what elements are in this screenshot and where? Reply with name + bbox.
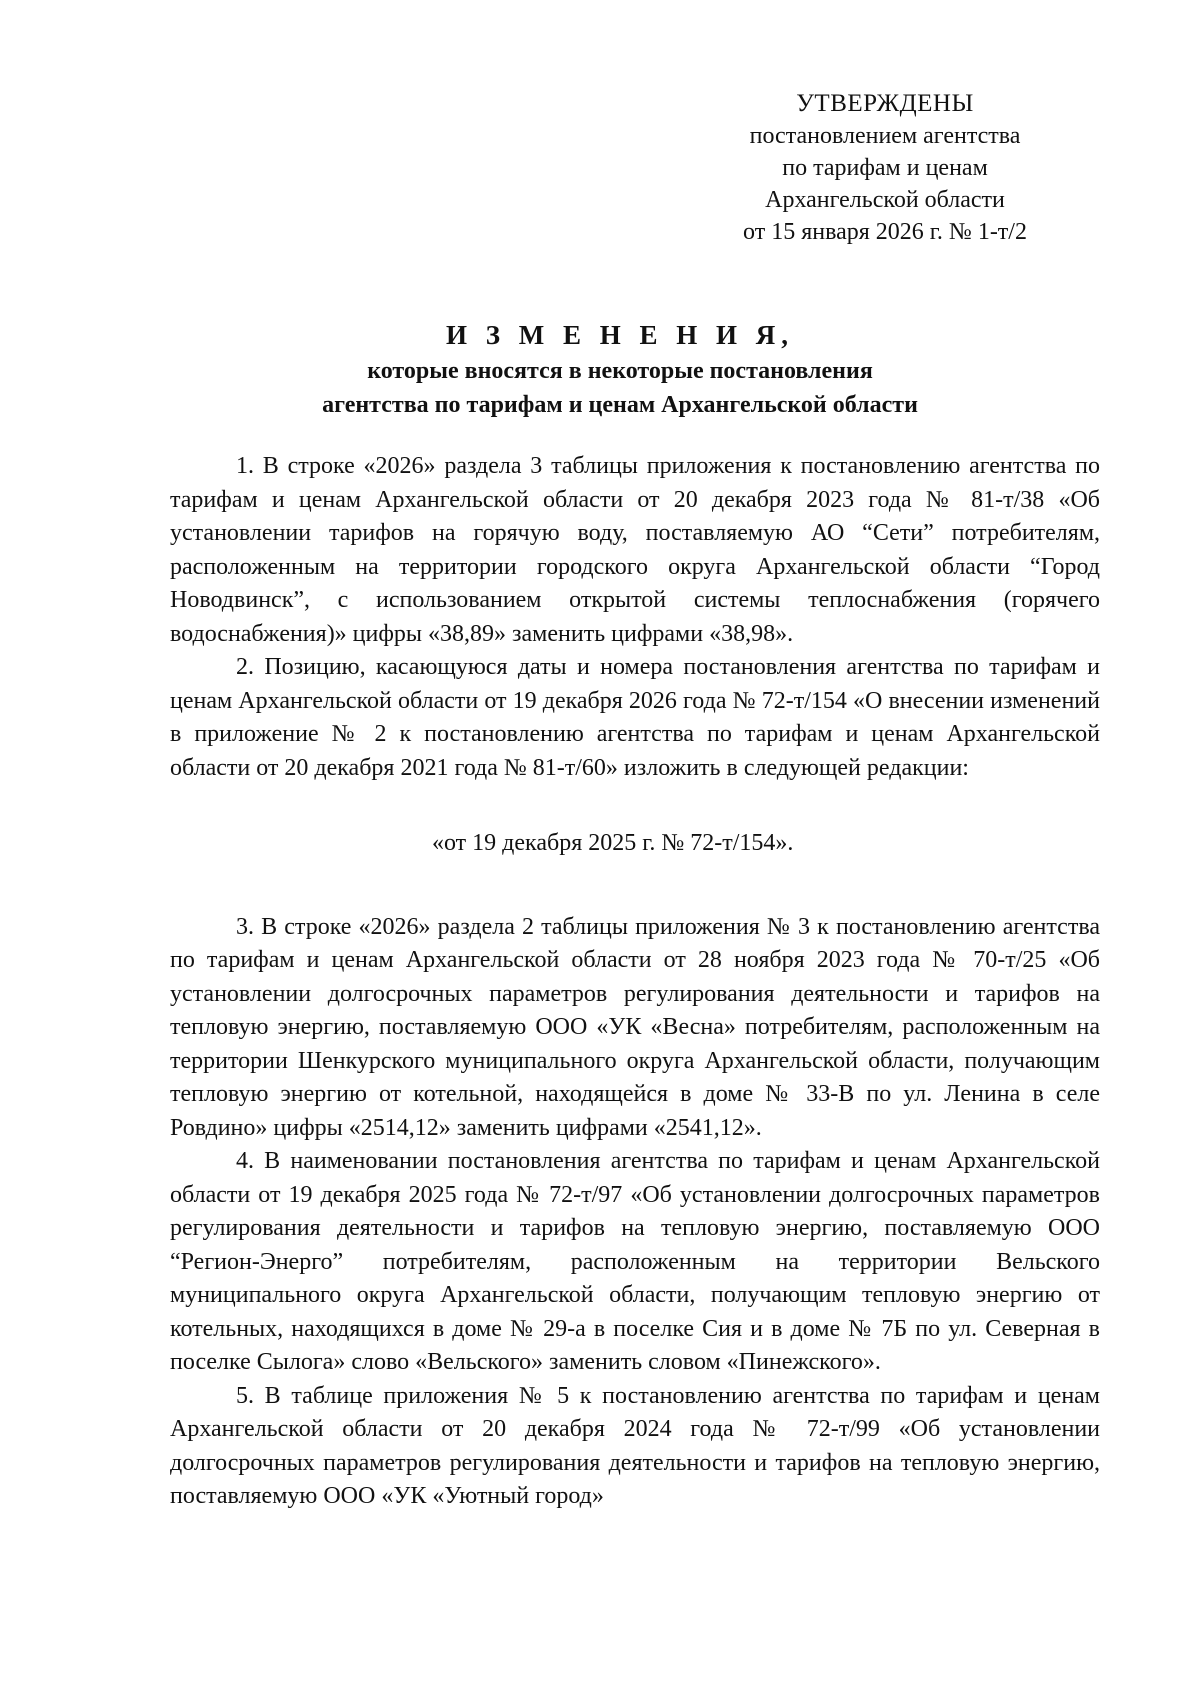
paragraph-4: 4. В наименовании постановления агентства по тарифам и ценам Архангельской области от 19 декабря 2025 года № 72-т/97 «Об установлении долгосрочных параметров регулирования деятельности и тарифов на тепловую энергию, поставляемую ООО “Регион-Энерго” потребителям, расположенным на территории Вельского муниципального округа Архангельской области, получающим тепловую энергию от котельных, находящихся в доме № 29-а в поселке Сия и в доме № 7Б по ул. Северная в поселке Сылога» слово «Вельского» заменить словом «Пинежского». [170,1148,1100,1375]
approval-line: по тарифам и ценам [782,155,988,181]
approval-date-number: от 15 января 2026 г. № 1-т/2 [743,219,1027,245]
document-subtitle-line: агентства по тарифам и ценам Архангельской области [322,392,918,418]
document-heading [170,316,1070,422]
approval-line: постановлением агентства [749,123,1021,149]
document-title: И З М Е Н Е Н И Я, [445,320,794,350]
paragraph-3: 3. В строке «2026» раздела 2 таблицы приложения № 3 к постановлению агентства по тарифам и ценам Архангельской области от 28 ноября 2023 года № 70-т/25 «Об установлении долгосрочных параметров регулирования деятельности и тарифов на тепловую энергию, поставляемую ООО «УК «Весна» потребителям, расположенным на территории Шенкурского муниципального округа Архангельской области, получающим тепловую энергию от котельной, находящейся в доме № 33-В по ул. Ленина в селе Ровдино» цифры «2514,12» заменить цифрами «2541,12». [170,913,1100,1141]
document-body [170,450,1100,1514]
approval-line: Архангельской области [765,187,1005,213]
document-subtitle-line: которые вносятся в некоторые постановления [367,358,873,384]
approval-stamp-block [690,88,1080,248]
paragraph-1: 1. В строке «2026» раздела 3 таблицы приложения к постановлению агентства по тарифам и ценам Архангельской области от 20 декабря 2023 года № 81-т/38 «Об установлении тарифов на горячую воду, поставляемую АО “Сети” потребителям, расположенным на территории городского округа Архангельской области “Город Новодвинск”, с использованием открытой системы теплоснабжения (горячего водоснабжения)» цифры «38,89» заменить цифрами «38,98». [170,453,1100,647]
paragraph-2-quote: «от 19 декабря 2025 г. № 72-т/154». [432,830,794,856]
paragraph-5: 5. В таблице приложения № 5 к постановлению агентства по тарифам и ценам Архангельской области от 20 декабря 2024 года № 72-т/99 «Об установлении долгосрочных параметров регулирования деятельности и тарифов на тепловую энергию, поставляемую ООО «УК «Уютный город» [170,1382,1100,1509]
paragraph-2: 2. Позицию, касающуюся даты и номера постановления агентства по тарифам и ценам Архангельской области от 19 декабря 2026 года № 72-т/154 «О внесении изменений в приложение № 2 к постановлению агентства по тарифам и ценам Архангельской области от 20 декабря 2021 года № 81-т/60» изложить в следующей редакции: [170,654,1100,781]
approval-title: УТВЕРЖДЕНЫ [796,90,974,117]
